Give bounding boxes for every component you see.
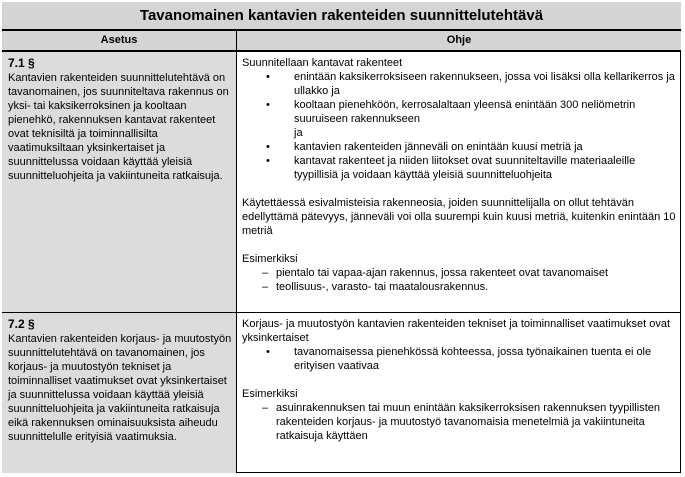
dash-icon: – (262, 267, 269, 279)
bullet-icon: • (266, 155, 270, 167)
list-item: • kantavien rakenteiden jänneväli on enintään kuusi metriä ja (266, 141, 583, 153)
ohje-intro: Suunnitellaan kantavat rakenteet (242, 57, 403, 69)
asetus-text: Kantavien rakenteiden suunnittelutehtävä on tavanomainen, jos suunniteltava rakennus on yksi- tai kaksikerroksinen ja kooltaan pienehkö, rakennuksen kantavat rakenteet ovat teknisiltä ja toiminnallisilta vaatimuksiltaan yksinkertaiset ja suunnittelussa voidaan käyttää yleisiä suunnitteluohjeita ja vakiintuneita ratkaisuja. (8, 72, 229, 182)
ohje-intro: Korjaus- ja muutostyön kantavien rakenteiden tekniset ja toiminnalliset vaatimukset ovat yksinkertaiset (242, 318, 671, 344)
section-number: 7.1 § (8, 56, 35, 70)
dash-icon: – (262, 281, 269, 293)
list-item: • tavanomaisessa pienehkössä kohteessa, jossa työnaikainen tuenta ei ole erityisen vaativaa (266, 346, 652, 372)
asetus-text: Kantavien rakenteiden korjaus- ja muutostyön suunnittelutehtävä on tavanomainen, jos korjaus- ja muutostyön tekniset ja toiminnalliset vaatimukset ovat yksinkertaiset ja suunnittelussa voidaan käyttää yleisiä suunnitteluohjeita ja vakiintuneita ratkaisuja eikä rakennuksen ominaisuuksista aiheudu suunnittelulle erityisiä vaatimuksia. (8, 333, 232, 443)
column-header-asetus: Asetus (2, 31, 237, 52)
examples-list (242, 266, 677, 294)
asetus-cell-7-1 (2, 52, 237, 313)
list-item: – asuinrakennuksen tai muun enintään kaksikerroksisen rakennuksen tyypillisten rakenteiden korjaus- ja muutostyö tavanomaisia menetelmiä ja vakiintuneita ratkaisuja käyttäen (262, 402, 660, 442)
criteria-list-continued (242, 140, 677, 182)
list-suffix: ja (294, 127, 303, 139)
examples-label: Esimerkiksi (242, 253, 298, 265)
ohje-paragraph: Käytettäessä esivalmisteisia rakenneosia, joiden suunnittelijalla on ollut tehtävän edellyttämä pätevyys, jänneväli voi olla suurempi kuin kuusi metriä, kuitenkin enintään 10 metriä (242, 197, 676, 237)
bullet-icon: • (266, 71, 270, 83)
list-item: – pientalo tai vapaa-ajan rakennus, jossa rakenteet ovat tavanomaiset (262, 267, 609, 279)
bullet-icon: • (266, 99, 270, 111)
list-item: • enintään kaksikerroksiseen rakennukseen, jossa voi lisäksi olla kellarikerros ja ullakko ja (266, 71, 675, 97)
dash-icon: – (262, 402, 269, 414)
table-title: Tavanomainen kantavien rakenteiden suunnittelutehtävä (2, 2, 681, 31)
column-header-ohje: Ohje (237, 31, 681, 52)
list-item: • kantavat rakenteet ja niiden liitokset ovat suunniteltaville materiaaleille tyypillisiä ja voidaan käyttää yleisiä suunnitteluohjeita (266, 155, 636, 181)
criteria-list (242, 345, 677, 373)
list-item: – teollisuus-, varasto- tai maatalousrakennus. (262, 281, 489, 293)
bullet-icon: • (266, 141, 270, 153)
examples-list (242, 401, 677, 443)
asetus-cell-7-2 (2, 313, 237, 473)
ohje-cell-7-2 (237, 313, 681, 473)
examples-label: Esimerkiksi (242, 388, 298, 400)
section-number: 7.2 § (8, 317, 35, 331)
ohje-cell-7-1 (237, 52, 681, 313)
list-item: • kooltaan pienehköön, kerrosalaltaan yleensä enintään 300 neliömetrin suuruiseen rakennukseen (266, 99, 636, 125)
criteria-list (242, 70, 677, 126)
bullet-icon: • (266, 346, 270, 358)
